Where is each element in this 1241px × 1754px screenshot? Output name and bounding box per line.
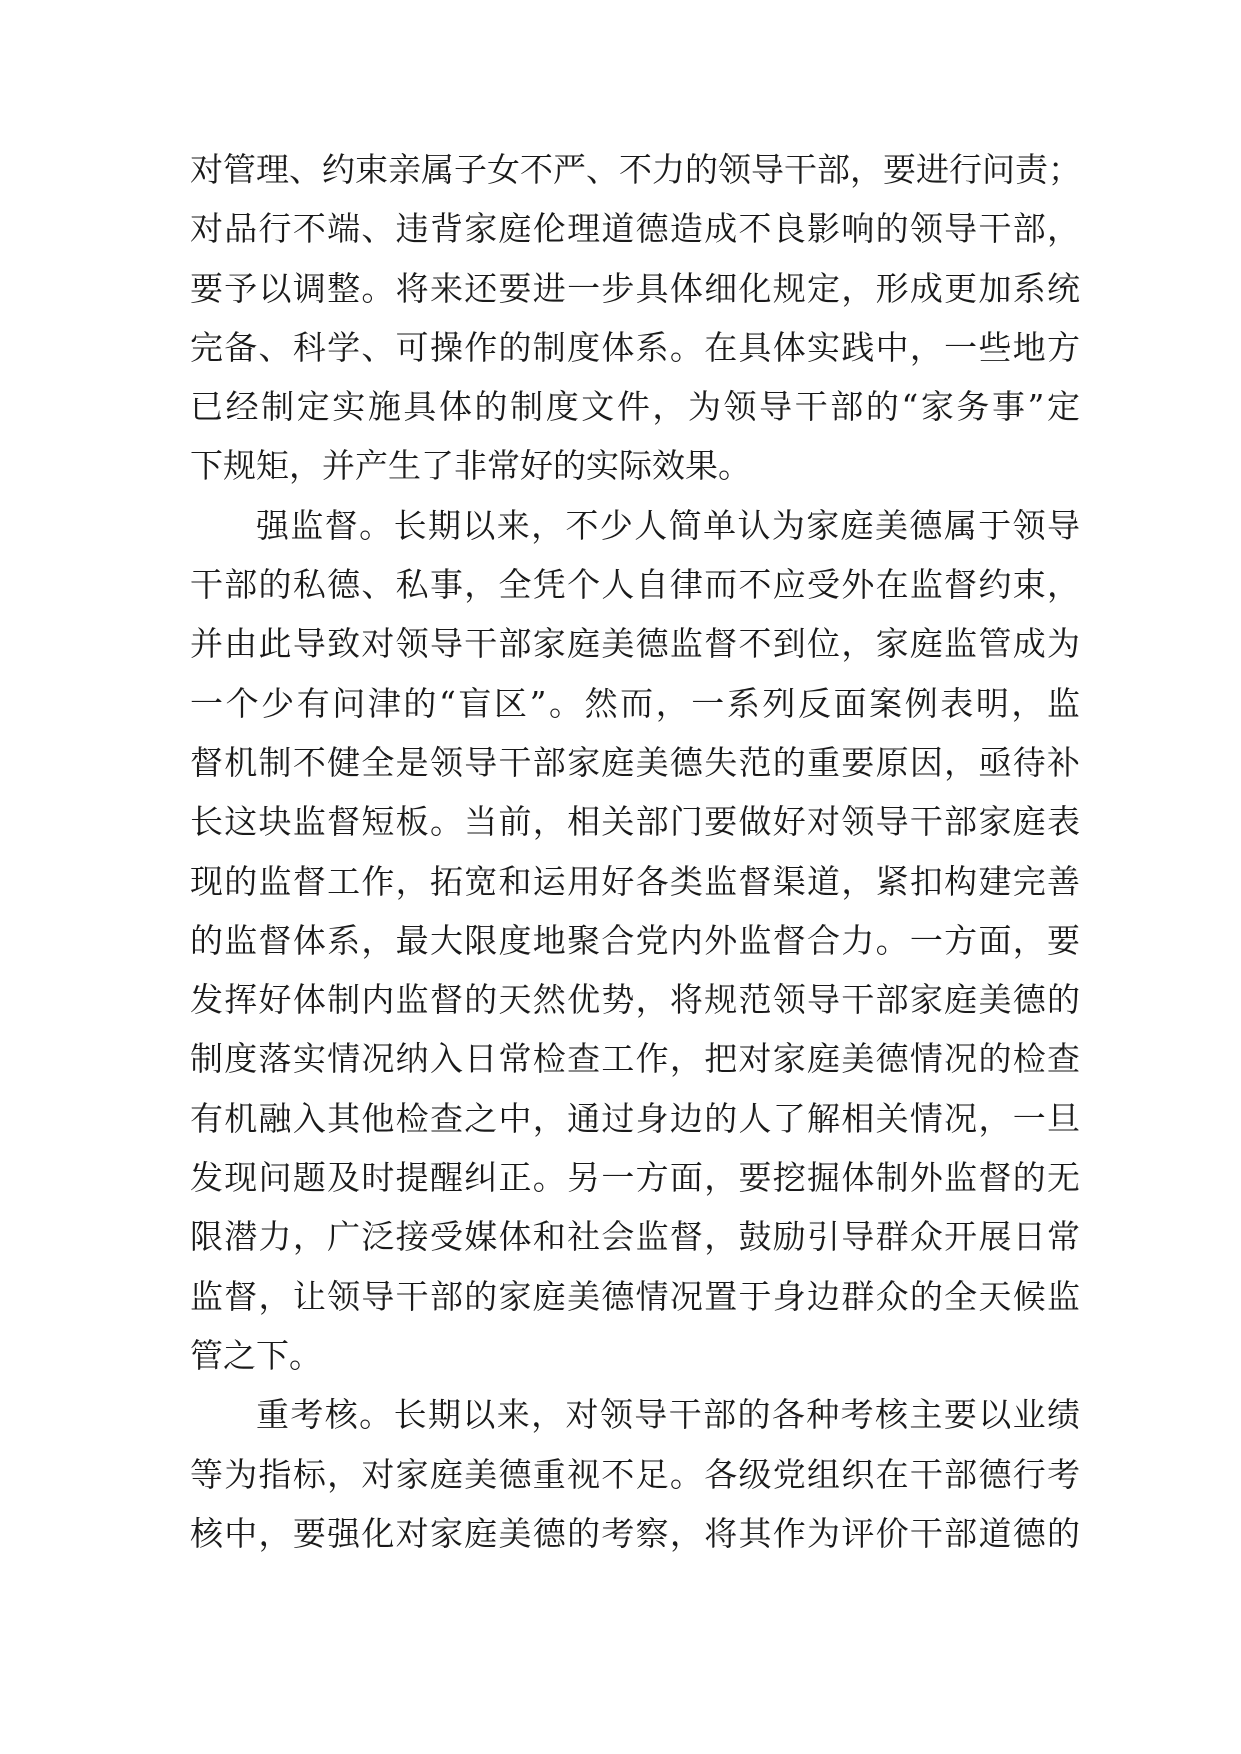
text-line: 督机制不健全是领导干部家庭美德失范的重要原因，亟待补 [190, 742, 1080, 782]
text-line: 强监督。长期以来，不少人简单认为家庭美德属于领导 [256, 505, 1080, 545]
text-line: 下规矩，并产生了非常好的实际效果。 [190, 446, 751, 486]
text-line: 对管理、约束亲属子女不严、不力的领导干部，要进行问责； [190, 150, 1081, 189]
text-line: 监督，让领导干部的家庭美德情况置于身边群众的全天候监 [190, 1276, 1080, 1316]
text-line: 等为指标，对家庭美德重视不足。各级党组织在干部德行考 [190, 1454, 1080, 1494]
text-line: 现的监督工作，拓宽和运用好各类监督渠道，紧扣构建完善 [190, 861, 1080, 901]
text-line: 一个少有问津的“盲区”。然而，一系列反面案例表明，监 [190, 683, 1080, 723]
text-line: 重考核。长期以来，对领导干部的各种考核主要以业绩 [256, 1395, 1080, 1435]
text-line: 管之下。 [190, 1335, 322, 1375]
text-line: 干部的私德、私事，全凭个人自律而不应受外在监督约束， [190, 565, 1080, 605]
text-line: 对品行不端、违背家庭伦理道德造成不良影响的领导干部， [190, 209, 1080, 249]
text-line: 并由此导致对领导干部家庭美德监督不到位，家庭监管成为 [190, 624, 1080, 664]
text-line: 的监督体系，最大限度地聚合党内外监督合力。一方面，要 [190, 920, 1080, 960]
text-line: 有机融入其他检查之中，通过身边的人了解相关情况，一旦 [190, 1098, 1080, 1138]
text-line: 制度落实情况纳入日常检查工作，把对家庭美德情况的检查 [190, 1039, 1080, 1079]
text-line: 长这块监督短板。当前，相关部门要做好对领导干部家庭表 [190, 802, 1080, 842]
body-text [190, 140, 1080, 1563]
text-line: 完备、科学、可操作的制度体系。在具体实践中，一些地方 [190, 327, 1080, 367]
text-line: 要予以调整。将来还要进一步具体细化规定，形成更加系统 [190, 268, 1080, 308]
text-line: 限潜力，广泛接受媒体和社会监督，鼓励引导群众开展日常 [190, 1217, 1080, 1257]
text-line: 已经制定实施具体的制度文件，为领导干部的“家务事”定 [190, 387, 1080, 427]
text-line: 核中，要强化对家庭美德的考察，将其作为评价干部道德的 [190, 1513, 1080, 1553]
text-line: 发挥好体制内监督的天然优势，将规范领导干部家庭美德的 [190, 980, 1080, 1020]
text-line: 发现问题及时提醒纠正。另一方面，要挖掘体制外监督的无 [190, 1158, 1080, 1198]
